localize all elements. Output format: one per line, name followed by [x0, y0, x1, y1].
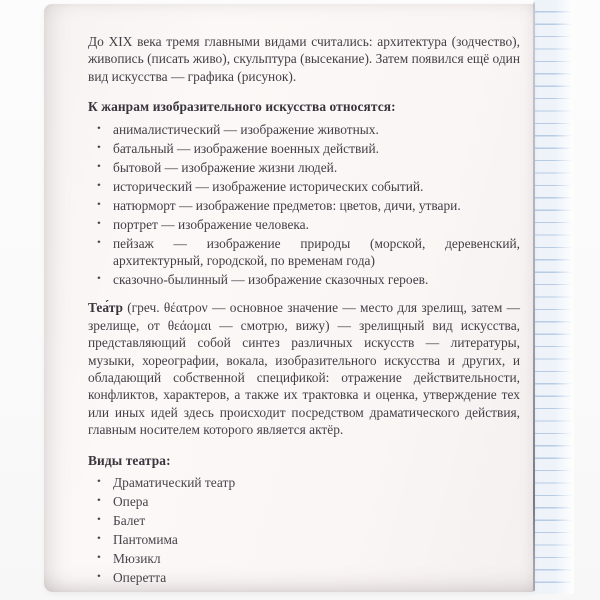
list-item-text: анималистический — изображение животных. [113, 121, 379, 137]
theatre-types-heading: Виды театра: [88, 452, 171, 468]
list-item [88, 121, 520, 138]
bullet-icon: • [97, 551, 101, 564]
list-item [88, 216, 520, 233]
list-item-text: портрет — изображение человека. [113, 216, 309, 232]
bullet-icon: • [97, 494, 101, 507]
genres-list [88, 121, 520, 289]
list-item-text: исторический — изображение исторических событий. [113, 178, 424, 194]
bullet-icon: • [97, 179, 101, 192]
genres-heading: К жанрам изобразительного искусства относятся: [88, 99, 396, 115]
bullet-icon: • [97, 272, 101, 285]
list-item [88, 550, 520, 567]
theatre-term: Теа́тр [88, 300, 123, 316]
intro-paragraph: До XIX века тремя главными видами считались: архитектура (зодчество), живопись (писать живо), скульптура (высекание). Затем появился ещё один вид искусства — графика (рисунок). [88, 34, 520, 84]
bullet-icon: • [97, 570, 101, 583]
bullet-icon: • [97, 236, 101, 249]
list-item [88, 493, 520, 510]
bullet-icon: • [97, 513, 101, 526]
list-item [88, 271, 520, 288]
list-item-text: сказочно-былинный — изображение сказочных героев. [113, 272, 429, 288]
list-item [88, 178, 520, 195]
list-item-text: пейзаж — изображение природы (морской, деревенский, архитектурный, городской, по временам года) [113, 235, 520, 269]
notebook-ruled-page [534, 0, 574, 594]
list-item-text: бытовой — изображение жизни людей. [113, 159, 338, 175]
bullet-icon: • [97, 160, 101, 173]
bullet-icon: • [97, 217, 101, 230]
list-item [88, 235, 520, 270]
theatre-paragraph [88, 299, 520, 438]
list-item-text: Балет [113, 513, 146, 529]
bullet-icon: • [97, 122, 101, 135]
list-item-text: Оперетта [113, 570, 167, 586]
list-item [88, 474, 520, 491]
list-item-text: батальный — изображение военных действий. [113, 140, 379, 156]
list-item [88, 140, 520, 157]
bullet-icon: • [97, 141, 101, 154]
theatre-types-list [88, 474, 520, 586]
bullet-icon: • [97, 475, 101, 488]
book-page [44, 4, 535, 592]
list-item [88, 159, 520, 176]
list-item-text: Пантомима [113, 532, 178, 548]
list-item [88, 531, 520, 548]
theatre-definition: (греч. θέατρον — основное значение — место для зрелищ, затем — зрелище, от θεάομαι — смотрю, вижу) — зрелищный вид искусства, представляющий собой синтез различных искусств — литературы, музыки, хореографии, вокала, изобразительного искусства и других, и обладающий собственной спецификой: отражение действительности, конфликтов, характеров, а также их трактовка и оценка, утверждение тех или иных идей здесь происходит посредством драматического действия, главным носителем которого является актёр. [88, 300, 520, 438]
list-item-text: натюрморт — изображение предметов: цветов, дичи, утвари. [113, 197, 461, 213]
list-item [88, 569, 520, 586]
list-item-text: Драматический театр [113, 475, 236, 491]
list-item [88, 197, 520, 214]
bullet-icon: • [97, 532, 101, 545]
list-item-text: Опера [113, 494, 149, 510]
list-item-text: Мюзикл [113, 551, 161, 567]
bullet-icon: • [97, 198, 101, 211]
book-page-edge-shadow [533, 2, 535, 591]
list-item [88, 512, 520, 529]
